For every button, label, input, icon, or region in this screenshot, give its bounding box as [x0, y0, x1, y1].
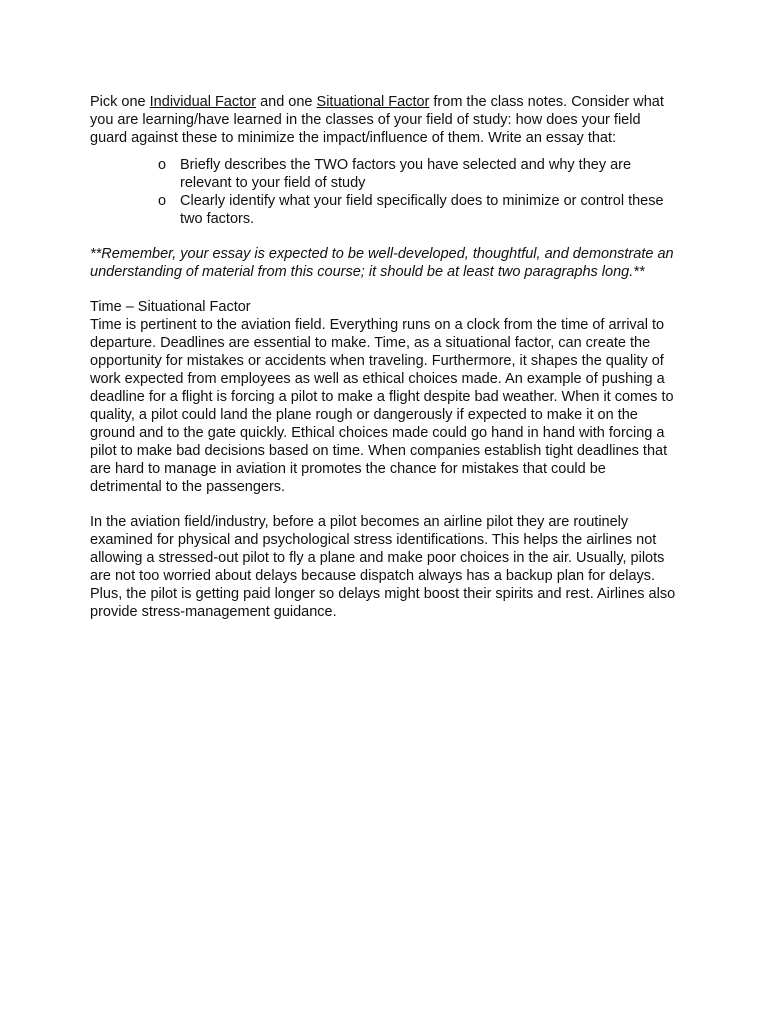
prompt-suffix: from the class notes. Consider what you are learning/have learned in the classes of your field of study: how does your field guard against these to minimize the impact/influence of them. Write an essay that: — [90, 94, 664, 146]
document-page — [90, 93, 680, 621]
bullet-marker: o — [158, 157, 167, 173]
individual-factor-term: Individual Factor — [149, 94, 257, 110]
list-item-text: Briefly describes the TWO factors you have selected and why they are relevant to your field of study — [180, 157, 632, 191]
situational-factor-term: Situational Factor — [316, 94, 430, 110]
list-item — [90, 156, 680, 192]
paragraph-spacer — [90, 496, 680, 513]
requirements-list — [90, 156, 680, 228]
list-item — [90, 192, 680, 228]
prompt-prefix: Pick one — [90, 94, 150, 110]
list-item-text: Clearly identify what your field specifically does to minimize or control these two factors. — [180, 193, 664, 227]
prompt-paragraph — [90, 93, 680, 147]
reminder-note: **Remember, your essay is expected to be well-developed, thoughtful, and demonstrate an understanding of material from this course; it should be at least two paragraphs long.** — [90, 246, 674, 280]
essay-paragraph-2: In the aviation field/industry, before a pilot becomes an airline pilot they are routinely examined for physical and psychological stress identifications. This helps the airlines not allowing a stressed-out pilot to fly a plane and make poor choices in the air. Usually, pilots are not too worried about delays because dispatch always has a backup plan for delays. Plus, the pilot is getting paid longer so delays might boost their spirits and rest. Airlines also provide stress-management guidance. — [90, 514, 676, 620]
prompt-middle: and one — [256, 94, 317, 110]
bullet-marker: o — [158, 193, 167, 209]
essay-heading: Time – Situational Factor — [90, 299, 251, 315]
essay-paragraph-1: Time is pertinent to the aviation field. Everything runs on a clock from the time of arrival to departure. Deadlines are essential to make. Time, as a situational factor, can create the opportunity for mistakes or accidents when traveling. Furthermore, it shapes the quality of work expected from employees as well as ethical choices made. An example of pushing a deadline for a flight is forcing a pilot to make a flight despite bad weather. When it comes to quality, a pilot could land the plane rough or dangerously if expected to make it on the ground and to the gate quickly. Ethical choices made could go hand in hand with forcing a pilot to make bad decisions based on time. When companies establish tight deadlines that are hard to manage in aviation it promotes the chance for mistakes that could be detrimental to the passengers. — [90, 317, 674, 495]
